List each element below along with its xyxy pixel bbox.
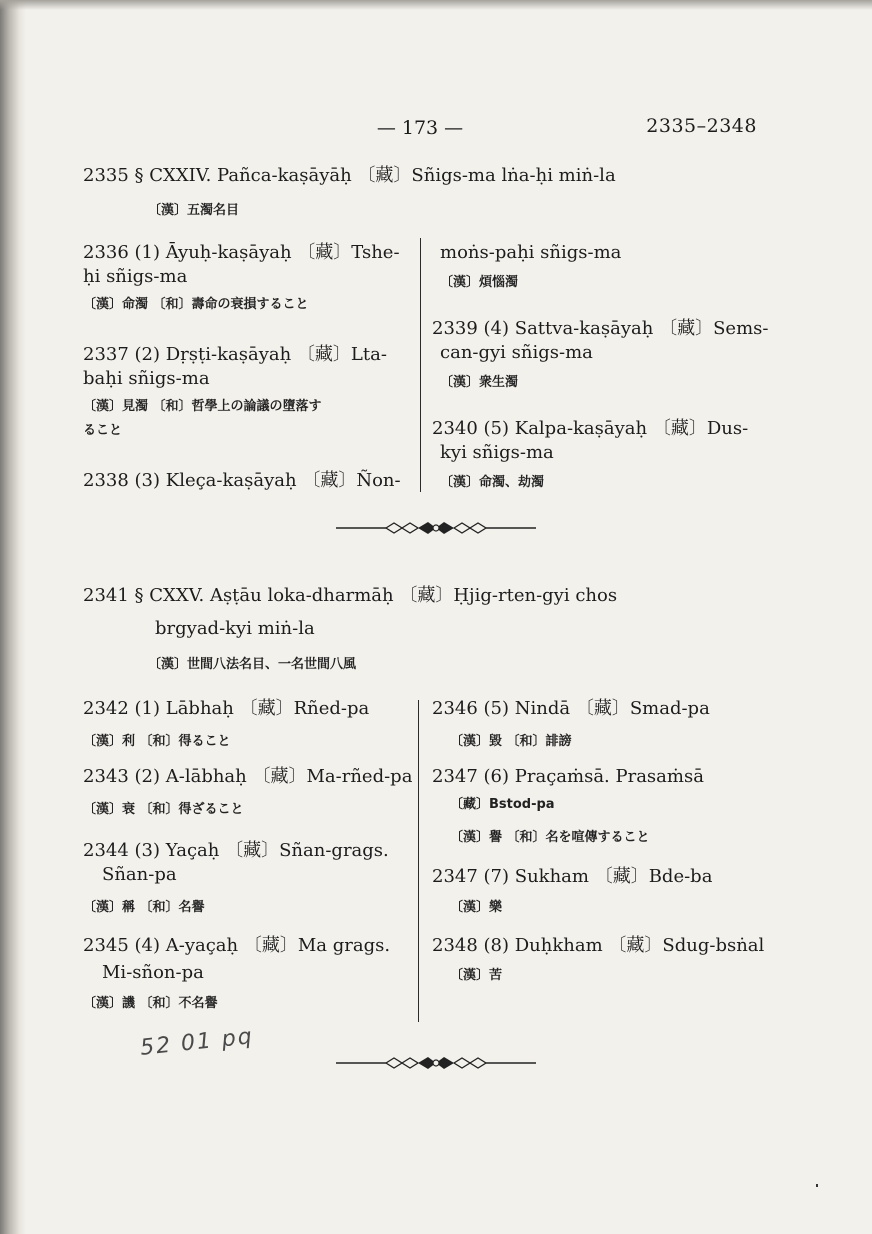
entry-2340-line1: 2340 (5) Kalpa-kaṣāyaḥ 〔藏〕Dus- [432, 418, 749, 439]
page-number: — 173 — [376, 117, 464, 139]
entry-2336-line2: ḥi sñigs-ma [83, 266, 188, 287]
entry-range: 2335–2348 [646, 115, 757, 137]
entry-2345-gloss: 〔漢〕譏 〔和〕不名譽 [83, 996, 218, 1011]
entry-2347b-gloss: 〔漢〕樂 [450, 900, 503, 915]
entry-2337-line1: 2337 (2) Dṛṣṭi-kaṣāyaḥ 〔藏〕Lta- [83, 344, 387, 365]
entry-2342-line1: 2342 (1) Lābhaḥ 〔藏〕Rñed-pa [83, 698, 370, 719]
speck-mark [816, 1184, 818, 1187]
entry-2343-gloss: 〔漢〕衰 〔和〕得ざること [83, 802, 244, 817]
column-divider [418, 700, 419, 1022]
entry-2340-line2: kyi sñigs-ma [440, 442, 554, 463]
entry-2347-tibetan: 〔藏〕Bstod-pa [450, 797, 555, 812]
entry-2336-line1: 2336 (1) Āyuḥ-kaṣāyaḥ 〔藏〕Tshe- [83, 242, 400, 263]
entry-2347b-line1: 2347 (7) Sukham 〔藏〕Bde-ba [432, 866, 713, 887]
entry-2347-gloss: 〔漢〕譽 〔和〕名を喧傳すること [450, 830, 650, 845]
section-cxxiv-heading: 2335 § CXXIV. Pañca-kaṣāyāḥ 〔藏〕Sñigs-ma lṅa-ḥi miṅ-la [83, 165, 616, 186]
section-cxxv-heading: 2341 § CXXV. Aṣṭāu loka-dharmāḥ 〔藏〕Ḥjig-rten-gyi chos [83, 585, 618, 606]
entry-2345-line1: 2345 (4) A-yaçaḥ 〔藏〕Ma grags. [83, 935, 391, 956]
entry-2336-gloss: 〔漢〕命濁 〔和〕壽命の衰損すること [83, 297, 309, 312]
entry-2338-line2: moṅs-paḥi sñigs-ma [440, 242, 622, 263]
entry-2337-gloss-cont: ること [83, 423, 123, 438]
entry-2343-line1: 2343 (2) A-lābhaḥ 〔藏〕Ma-rñed-pa [83, 766, 413, 787]
entry-2340-gloss: 〔漢〕命濁、劫濁 [440, 475, 545, 490]
page-top-edge [0, 0, 872, 10]
page-gutter-shadow [0, 0, 26, 1234]
end-ornament [336, 1056, 536, 1070]
entry-2338-line1: 2338 (3) Kleça-kaṣāyaḥ 〔藏〕Ñon- [83, 470, 401, 491]
section-cxxv-chinese-title: 〔漢〕世間八法名目、一名世間八風 [148, 657, 357, 672]
entry-2347-line1: 2347 (6) Praçaṁsā. Prasaṁsā [432, 766, 704, 787]
entry-2348-line1: 2348 (8) Duḥkham 〔藏〕Sdug-bsṅal [432, 935, 765, 956]
entry-2344-line1: 2344 (3) Yaçaḥ 〔藏〕Sñan-grags. [83, 840, 389, 861]
entry-2339-line1: 2339 (4) Sattva-kaṣāyaḥ 〔藏〕Sems- [432, 318, 769, 339]
section-cxxiv-chinese-title: 〔漢〕五濁名目 [148, 203, 240, 218]
entry-2337-line2: baḥi sñigs-ma [83, 368, 210, 389]
section-cxxv-heading-cont: brgyad-kyi miṅ-la [155, 618, 315, 639]
entry-2342-gloss: 〔漢〕利 〔和〕得ること [83, 734, 231, 749]
section-ornament [336, 521, 536, 535]
entry-2339-line2: can-gyi sñigs-ma [440, 342, 593, 363]
entry-2346-gloss: 〔漢〕毀 〔和〕誹謗 [450, 734, 572, 749]
entry-2337-gloss: 〔漢〕見濁 〔和〕哲學上の論議の墮落す [83, 399, 322, 414]
entry-2338-gloss: 〔漢〕煩惱濁 [440, 275, 519, 290]
column-divider [420, 238, 421, 492]
entry-2346-line1: 2346 (5) Nindā 〔藏〕Smad-pa [432, 698, 710, 719]
entry-2344-line2: Sñan-pa [102, 864, 177, 885]
handwritten-annotation: 52 01 pq [139, 1024, 255, 1061]
entry-2339-gloss: 〔漢〕衆生濁 [440, 375, 519, 390]
entry-2344-gloss: 〔漢〕稱 〔和〕名譽 [83, 900, 205, 915]
entry-2345-line2: Mi-sñon-pa [102, 962, 204, 983]
entry-2348-gloss: 〔漢〕苦 [450, 968, 503, 983]
